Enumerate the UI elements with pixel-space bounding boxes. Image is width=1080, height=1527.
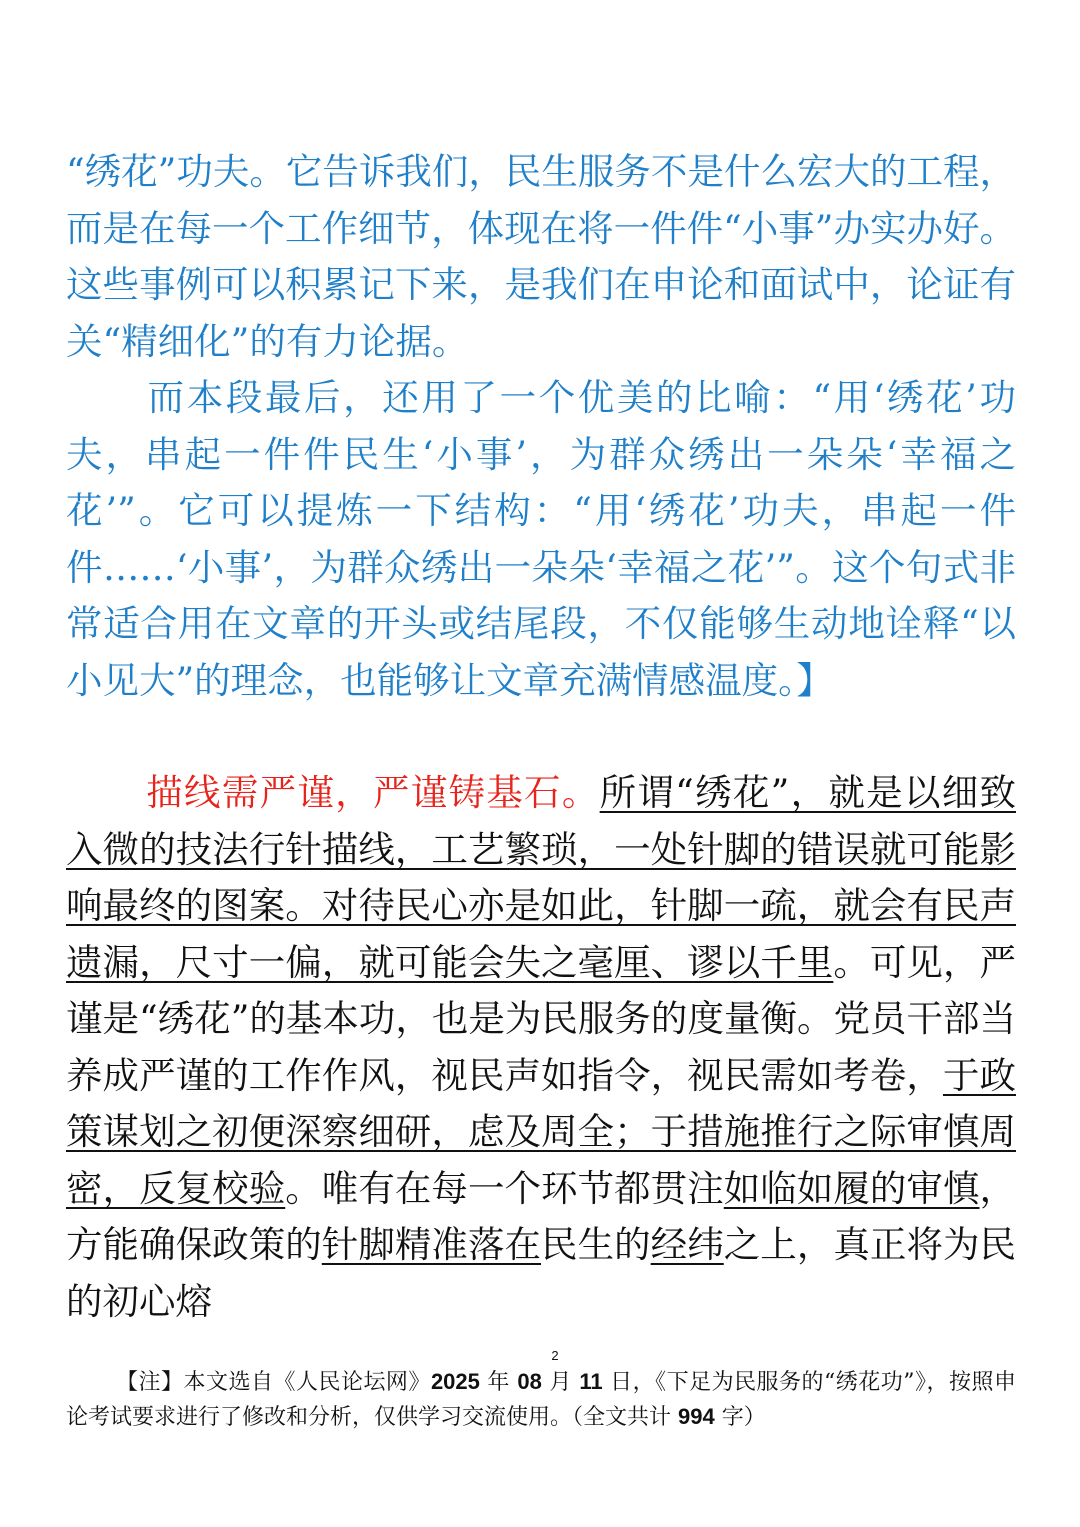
footnote-month-unit: 月 <box>541 1370 580 1395</box>
underlined-passage-3: 如临如履的审慎 <box>723 1166 980 1210</box>
footnote-year: 2025 <box>430 1369 480 1394</box>
commentary-paragraph-2 <box>66 370 1016 709</box>
footnote <box>66 1365 1016 1435</box>
underlined-passage-5: 经纬 <box>650 1223 724 1266</box>
footnote-day: 11 <box>579 1369 603 1394</box>
body-text-3: ，方能确保政策的 <box>66 1166 1017 1266</box>
commentary-paragraph-1: “绣花”功夫。它告诉我们，民生服务不是什么宏大的工程，而是在每一个工作细节，体现在将一件件“小事”办实办好。这些事例可以积累记下来，是我们在申论和面试中，论证有关“精细化”的有力论据。 <box>66 150 1016 363</box>
footnote-word-count: 994 <box>678 1404 715 1429</box>
underlined-passage-2: 于政策谋划之初便深察细研，虑及周全；于措施推行之际审慎周密，反复校验 <box>66 1053 1017 1210</box>
paragraph-heading: 描线需严谨，严谨铸基石。 <box>145 771 600 814</box>
underlined-passage-4: 针脚精准落在 <box>321 1223 542 1266</box>
footnote-description: 日，《下足为民服务的“绣花功”》，按照申论考试要求进行了修改和分析，仅供学习交流使用。（全文共计 <box>66 1370 1016 1430</box>
underlined-passage-1: 所谓“绣花”，就是以细致入微的技法行针描线，工艺繁琐，一处针脚的错误就可能影响最终的图案。对待民心亦是如此，针脚一疏，就会有民声遗漏，尺寸一偏，就可能会失之毫厘、谬以千里 <box>66 771 1017 984</box>
footnote-source: 【注】本文选自《人民论坛网》 <box>116 1370 431 1395</box>
body-text-2: 。唯有在每一个环节都贯注 <box>285 1166 724 1210</box>
body-paragraph <box>66 765 1016 1330</box>
page-number: 2 <box>551 1348 559 1363</box>
body-text-4: 民生的 <box>541 1223 651 1266</box>
commentary-paragraph-2-text: 而本段最后，还用了一个优美的比喻：“用‘绣花’功夫，串起一件件民生‘小事’，为群众绣出一朵朵‘幸福之花’”。它可以提炼一下结构：“用‘绣花’功夫，串起一件件……‘小事’，为群众绣出一朵朵‘幸福之花’”。这个句式非常适合用在文章的开头或结尾段，不仅能够生动地诠释“以小见大”的理念，也能够让文章充满情感温度。】 <box>66 376 1016 702</box>
footnote-year-unit: 年 <box>479 1370 518 1395</box>
footnote-month: 08 <box>517 1369 542 1394</box>
body-text-1: 。可见，严谨是“绣花”的基本功，也是为民服务的度量衡。党员干部当养成严谨的工作作风，视民声如指令，视民需如考卷， <box>66 940 1017 1097</box>
commentary-section <box>66 144 1016 709</box>
footnote-word-unit: 字） <box>714 1405 766 1430</box>
body-text-5: 之上，真正将为民的初心熔 <box>66 1223 1017 1323</box>
